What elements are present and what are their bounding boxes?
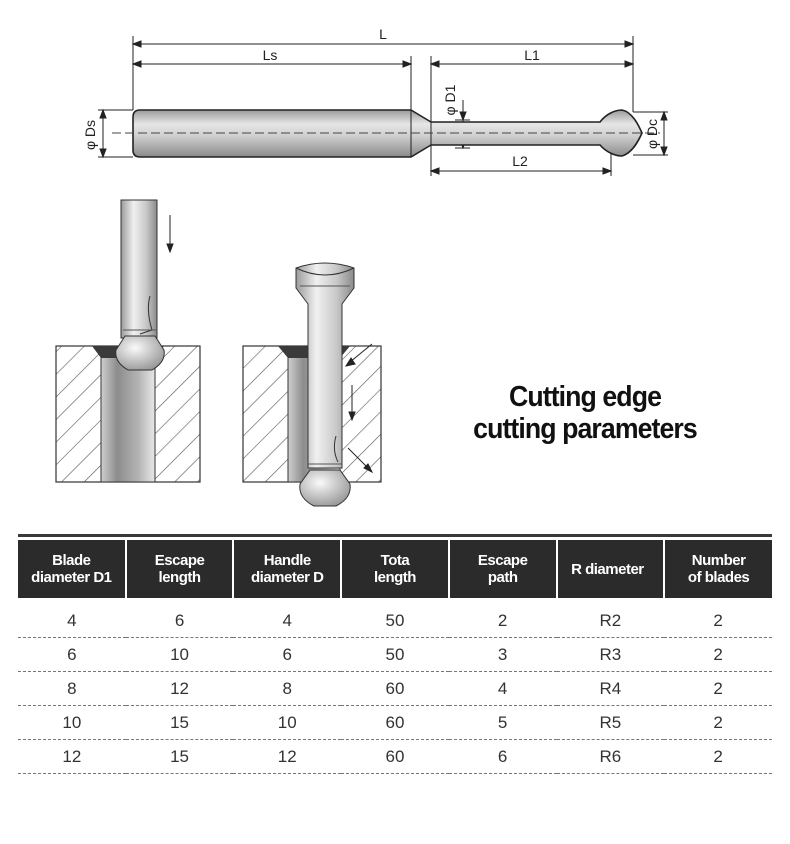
header-text: Blade (52, 552, 91, 569)
header-handle-diameter (233, 540, 341, 598)
cell: R3 (557, 638, 665, 672)
cell: 3 (449, 638, 557, 672)
table-header-row (18, 540, 772, 598)
header-blade-diameter (18, 540, 126, 598)
header-text: of blades (687, 569, 750, 586)
dim-L2: L2 (512, 153, 528, 169)
header-text: Handle (263, 552, 311, 569)
header-escape-path (449, 540, 557, 598)
dim-L1: L1 (524, 47, 540, 63)
section-heading (420, 381, 750, 445)
table-row (18, 740, 772, 774)
header-escape-length (126, 540, 234, 598)
table-row (18, 638, 772, 672)
parameters-table (18, 534, 772, 774)
cell: 6 (449, 740, 557, 774)
header-text: Number (691, 552, 746, 569)
tool-dimension-diagram (0, 0, 790, 190)
header-text: diameter D (250, 569, 324, 586)
cell: 15 (126, 706, 234, 740)
table-top-rule (18, 534, 772, 537)
header-text: Tota (380, 552, 410, 569)
header-text: Escape (154, 552, 205, 569)
cell: 2 (664, 740, 772, 774)
cell: 10 (18, 706, 126, 740)
cell: 60 (341, 706, 449, 740)
cell: 5 (449, 706, 557, 740)
dim-L: L (379, 26, 387, 42)
tool-left (116, 200, 165, 370)
header-text: length (158, 569, 201, 586)
header-text: R diameter (571, 560, 644, 578)
cell: 4 (233, 598, 341, 638)
cell: 10 (126, 638, 234, 672)
dim-D1: φ D1 (442, 84, 458, 116)
header-text: Escape (477, 552, 528, 569)
cell: 6 (233, 638, 341, 672)
cell: 15 (126, 740, 234, 774)
cell: 4 (18, 598, 126, 638)
cell: 50 (341, 598, 449, 638)
header-number-of-blades (664, 540, 772, 598)
dim-Ds: φ Ds (82, 119, 98, 151)
cell: 6 (126, 598, 234, 638)
dim-Dc: φ Dc (644, 118, 660, 150)
header-r-diameter (557, 540, 665, 598)
cell: R2 (557, 598, 665, 638)
cell: 2 (664, 672, 772, 706)
cell: 10 (233, 706, 341, 740)
table-row (18, 672, 772, 706)
table-row (18, 598, 772, 638)
cell: 50 (341, 638, 449, 672)
header-text: diameter D1 (31, 569, 112, 586)
cell: R6 (557, 740, 665, 774)
cell: 12 (126, 672, 234, 706)
cell: R4 (557, 672, 665, 706)
cell: 60 (341, 672, 449, 706)
table-row (18, 706, 772, 740)
heading-line-1: Cutting edge (508, 381, 661, 413)
cell: 12 (18, 740, 126, 774)
cell: 8 (233, 672, 341, 706)
heading-line-2: cutting parameters (473, 413, 697, 445)
header-text: path (487, 569, 518, 586)
cell: 2 (664, 598, 772, 638)
cell: 2 (664, 638, 772, 672)
cell: 60 (341, 740, 449, 774)
header-total-length (341, 540, 449, 598)
cell: 12 (233, 740, 341, 774)
cell: 4 (449, 672, 557, 706)
header-text: length (373, 569, 416, 586)
process-illustration (0, 190, 420, 520)
dim-Ls: Ls (262, 47, 278, 63)
cell: 6 (18, 638, 126, 672)
cell: R5 (557, 706, 665, 740)
cell: 2 (449, 598, 557, 638)
cell: 2 (664, 706, 772, 740)
cell: 8 (18, 672, 126, 706)
